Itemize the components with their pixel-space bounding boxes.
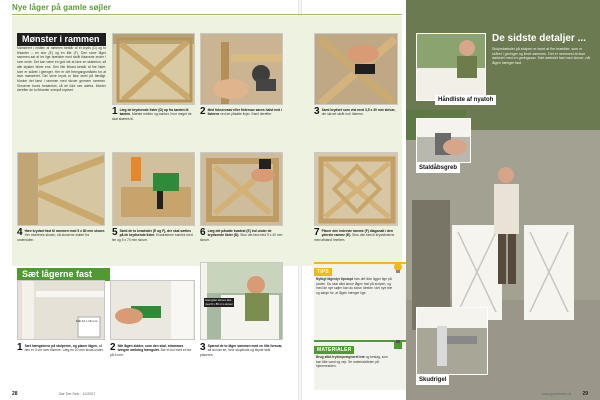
tips-text: Nyttigt lågestyr tipstopt hvis det ikke ligger lige på jorden. Du skal altid skrue lågen fast på stolpen, og med de nye søjler kan du skrue direkte i det nye træ og sørge for, at lågen hænger lige. — [316, 277, 393, 295]
step-photo-5 — [112, 152, 195, 226]
mount-photo-3 — [200, 262, 283, 340]
sidebar-title: De sidste detaljer ... — [492, 33, 586, 44]
mount-photo-2 — [110, 280, 195, 340]
lightbulb-icon — [393, 262, 403, 274]
materials-text: Brug altid trykimprægneret træ og beslag, som kan tåle vand og vejr. Se materialelisten på hjemmesiden. — [316, 355, 389, 369]
section-heading-mount: Sæt lågerne fast — [17, 268, 110, 281]
step-caption-5: 5 Saml de to kvadrater (E og F), der skal sættes på de krydsende lister. Kvadraterne samles med lim og 5 x 70 mm skruer. — [112, 227, 193, 242]
step-photo-4 — [17, 152, 105, 226]
step-photo-7 — [314, 152, 398, 226]
intro-text: Mønsteret i midten af rammen består af et kryds (D) og to firkanter – en stor (E) og en lille (F). Den store låger sammen-sat af tre lige brædder med skråt tilsavede ender i hver ende. Det kan være en god idé at lave en skabelon, så alle stykker bliver ens. Den lille firkant består af fire lister, som er skåret i geringer. Her er det fremgangsmåden for at lave mønsteret. Det store kryds er ikke lavet på færdigt. Monter det først i rammen med skruer gennem rammen. Skruerne bores forsænket, så de ikke ses udefra. Monter derefter de to firkanter ovenpå krydset. — [17, 46, 106, 93]
step-caption-7: 7 Placer den inderste ramme (F) diagonalt i den yderste ramme (E). Skru den fast til krydslisterne med afstand imellem. — [314, 227, 395, 242]
step-caption-4: 4 Hæv krydset fast til rammen med 5 x 80 mm skruer. Her monteres skruen, så skruerne sidder fra undersiden. — [17, 227, 106, 242]
callout-grip: Staldåbsgreb — [416, 163, 460, 173]
step-photo-6 — [200, 152, 283, 226]
callout-handle: Håndliste af nyatoh — [435, 95, 496, 105]
sidebar-text: Stolpedækslet på stolpen er lavet af fire brædder, som er skåret i geringer og limet sammen. Det er nemmest at lave dækslet med en geringssav. Sæt dækslet fast med skruer, når lågen hænger fast. — [492, 47, 591, 66]
magazine-url: www.gordetselv.dk — [541, 392, 572, 396]
mount-caption-1: 1 Sæt hængslerne på stolperne, og placer lågen, så den er 3 cm over fliserne. Læg en 20 mm klods under. — [17, 342, 104, 353]
page-number-left: 28 — [12, 391, 18, 397]
inset-grip-photo — [416, 118, 471, 163]
mount-caption-2: 2 Når lågen sidder, som den skal, strammes tvingen omkring hængslet. Bor et hul med et bor på 6 mm. — [110, 342, 192, 357]
callout-latch: Skudrigel — [416, 375, 449, 385]
step-caption-3: 3 Saml krydset som vist med 3,5 x 30 mm skruer, der skruet skråt ind i listerne. — [314, 106, 396, 117]
step-photo-3 — [314, 33, 398, 105]
footer-left — [12, 391, 95, 397]
inset-handle-photo — [416, 33, 486, 101]
mount-photo-1 — [17, 280, 105, 340]
measure-label: Mål 12 x 16 mm — [76, 319, 98, 323]
tips-label: TIPS — [314, 268, 332, 276]
materials-icon — [393, 340, 403, 350]
materials-box — [314, 340, 406, 390]
step-photo-2 — [200, 33, 283, 105]
hinge-note: Hængslet skrues fast med 6 x 80 mm skruer — [205, 298, 233, 306]
step-caption-1: 1 Læg de krydsende lister (D) op fra kanten til kanten. Mærke midten og marker, hvor meget de skal skæres til. — [112, 106, 192, 121]
inset-latch-photo — [416, 307, 488, 375]
step-caption-6: 6 Læg det påsatte kvadrat (E) ind under de krydsende lister (D). Skru det fast med 5 x 40 mm skruer. — [200, 227, 283, 242]
page-title: Nye låger på gamle søjler — [12, 3, 111, 12]
magazine-issue: Gør Det Selv · 11/2007 — [58, 392, 96, 396]
page-number-right: 29 — [582, 391, 588, 397]
mount-caption-3: 3 Spænd de to låger sammen med en lille forsvar, så du kan se, hvor stopklods og skyde skal placeres. — [200, 342, 283, 357]
step-caption-2: 2 Med fukservsav eller fintersav saves halvt ned i listerne ved de påsatte linjer. Saml derefter. — [200, 106, 282, 117]
title-rule — [12, 14, 402, 15]
materials-label: MATERIALER — [314, 346, 354, 354]
footer-right — [542, 391, 588, 397]
step-photo-1 — [112, 33, 195, 105]
section-heading-pattern: Mønster i rammen — [17, 33, 106, 46]
